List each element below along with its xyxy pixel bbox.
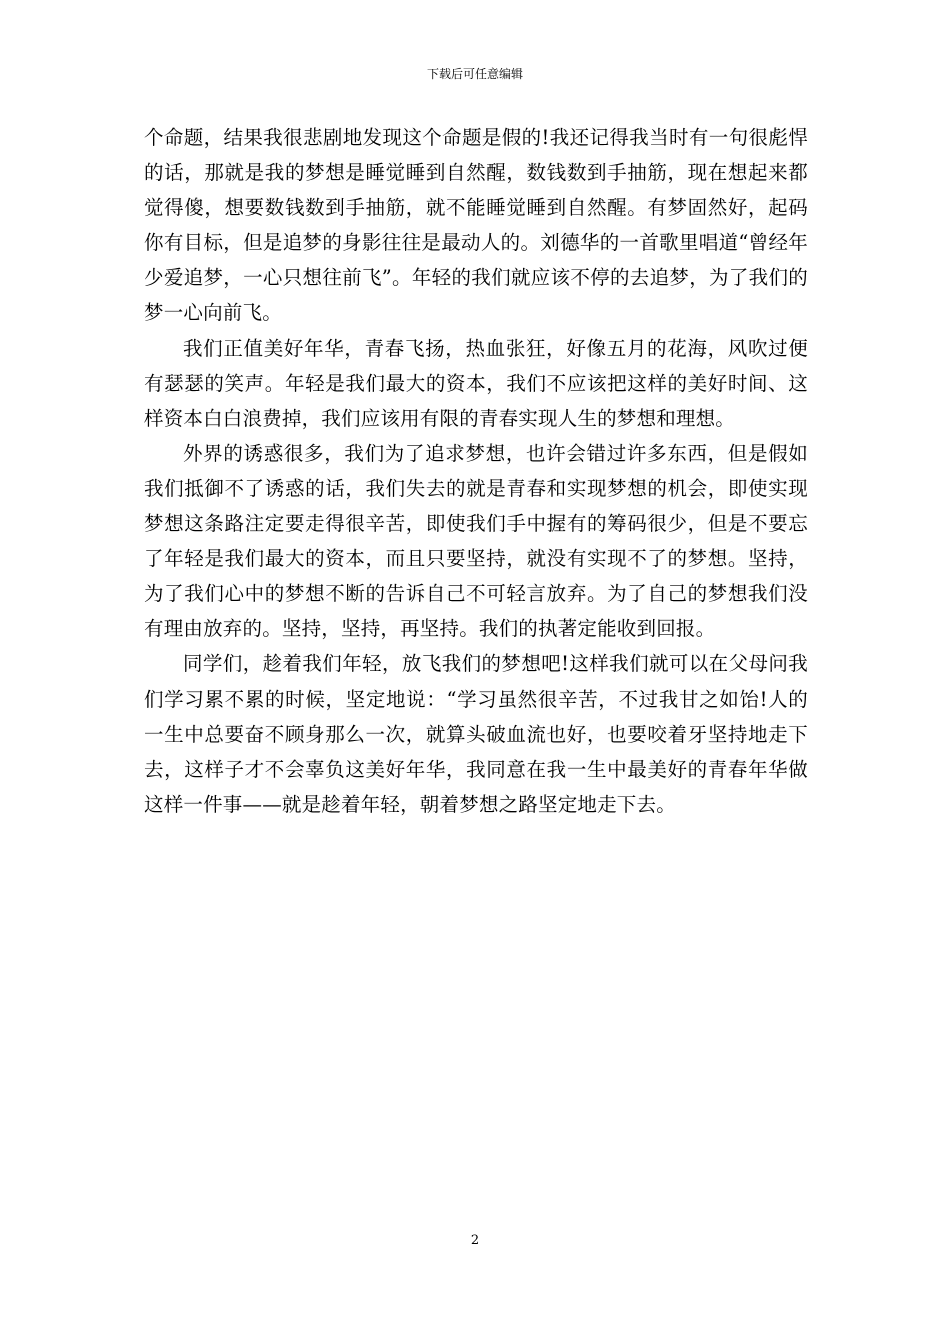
document-body bbox=[144, 120, 808, 822]
paragraph-2: 我们正值美好年华，青春飞扬，热血张狂，好像五月的花海，风吹过便有瑟瑟的笑声。年轻是我们最大的资本，我们不应该把这样的美好时间、这样资本白白浪费掉，我们应该用有限的青春实现人生的梦想和理想。 bbox=[144, 336, 808, 430]
page-header: 下载后可任意编辑 bbox=[426, 67, 523, 81]
page-number: 2 bbox=[470, 1233, 480, 1248]
paragraph-1: 个命题，结果我很悲剧地发现这个命题是假的!我还记得我当时有一句很彪悍的话，那就是我的梦想是睡觉睡到自然醒，数钱数到手抽筋，现在想起来都觉得傻，想要数钱数到手抽筋，就不能睡觉睡到自然醒。有梦固然好，起码你有目标，但是追梦的身影往往是最动人的。刘德华的一首歌里唱道“曾经年少爱追梦，一心只想往前飞”。年轻的我们就应该不停的去追梦，为了我们的梦一心向前飞。 bbox=[144, 126, 808, 325]
paragraph-3: 外界的诱惑很多，我们为了追求梦想，也许会错过许多东西，但是假如我们抵御不了诱惑的话，我们失去的就是青春和实现梦想的机会，即使实现梦想这条路注定要走得很辛苦，即使我们手中握有的筹码很少，但是不要忘了年轻是我们最大的资本，而且只要坚持，就没有实现不了的梦想。坚持，为了我们心中的梦想不断的告诉自己不可轻言放弃。为了自己的梦想我们没有理由放弃的。坚持，坚持，再坚持。我们的执著定能收到回报。 bbox=[144, 441, 808, 641]
paragraph-4: 同学们，趁着我们年轻，放飞我们的梦想吧!这样我们就可以在父母问我们学习累不累的时候，坚定地说：“学习虽然很辛苦，不过我甘之如饴!人的一生中总要奋不顾身那么一次，就算头破血流也好，也要咬着牙坚持地走下去，这样子才不会辜负这美好年华，我同意在我一生中最美好的青春年华做这样一件事——就是趁着年轻，朝着梦想之路坚定地走下去。 bbox=[144, 652, 808, 816]
